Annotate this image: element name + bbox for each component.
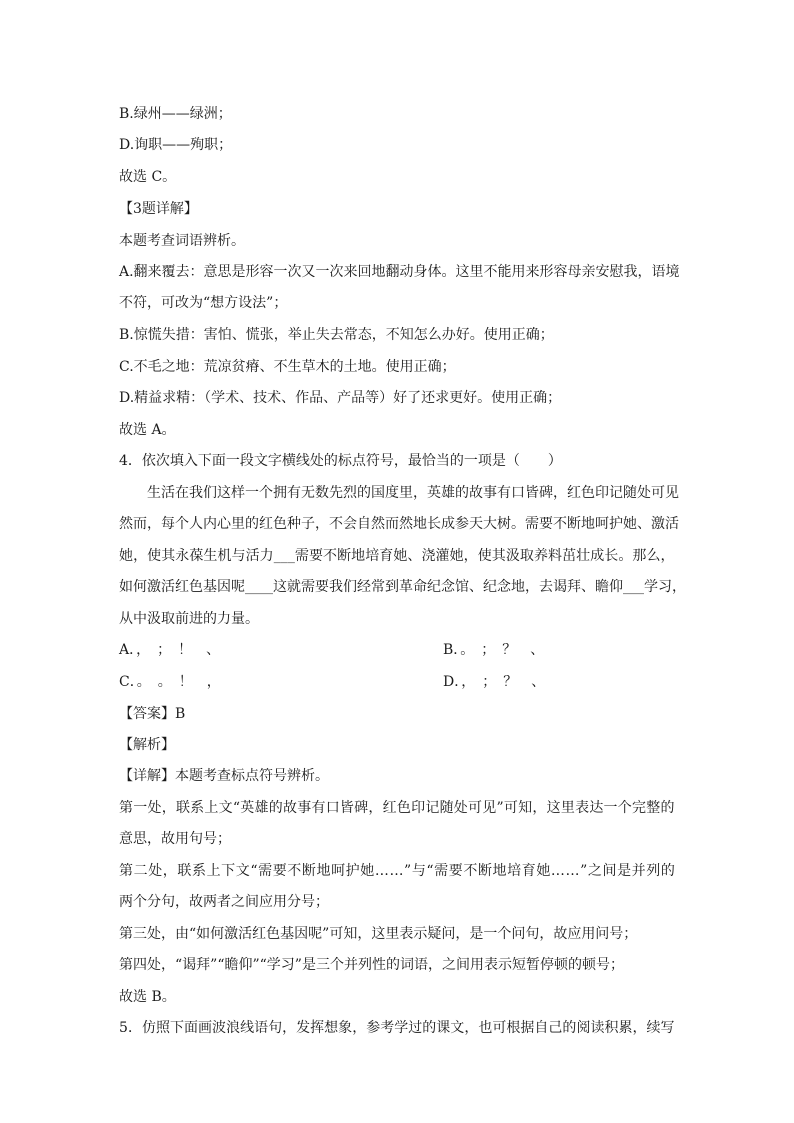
detail-first-line-2: 意思，故用句号；: [119, 831, 231, 847]
passage-line-4: 如 何 激 活 红 色 基 因 呢 _ _ _ _ 这 就 需 要 我 们 经 常 到 革 命 纪 念 馆 、 纪 念 地 ， 去 谒 拜 、 瞻 仰 _ _ _ 学 习 ，: [119, 579, 686, 595]
explain-c-line: C.不毛之地：荒凉贫瘠、不生草木的土地。使用正确；: [119, 359, 456, 375]
passage-line-2: 然 而 ， 每 个 人 内 心 里 的 红 色 种 子 ， 不 会 自 然 而 然 地 长 成 参 天 大 树 。 需 要 不 断 地 呵 护 她 、 激 活: [119, 516, 679, 532]
detail-heading: 【详解】本题考查标点符号辨析。: [119, 768, 329, 784]
answer-label: 【答案】B: [119, 706, 186, 722]
topic-line: 本题考查词语辨析。: [119, 233, 245, 249]
detail-first-line-1: 第 一 处 ， 联 系 上 文 “ 英 雄 的 故 事 有 口 皆 碑 ， 红 色 印 记 随 处 可 见 ” 可 知 ， 这 里 表 达 一 个 完 整 的: [119, 800, 675, 816]
answer-line-d: D.询职——殉职；: [119, 137, 233, 153]
explain-a-line-2: 不符，可改为“想方设法”；: [119, 295, 288, 311]
question-5-stem: 5 ． 仿 照 下 面 画 波 浪 线 语 句 ， 发 挥 想 象 ， 参 考 学 过 的 课 文 ， 也 可 根 据 自 己 的 阅 读 积 累 ， 续 写: [119, 1020, 675, 1036]
detail-third-line: 第三处，由“如何激活红色基因呢”可知，这里表示疑问，是一个问句，故应用问号；: [119, 926, 638, 942]
detail-fourth-line: 第四处，“谒拜”“瞻仰”“学习”是三个并列性的词语，之间用表示短暂停顿的顿号；: [119, 957, 624, 973]
explain-a-line-1: A.翻来覆去：意思是形容一次又一次来回地翻动身体。这里不能用来形容母亲安慰我，语境: [119, 264, 680, 280]
passage-line-1: 生 活 在 我 们 这 样 一 个 拥 有 无 数 先 烈 的 国 度 里 ， 英 雄 的 故 事 有 口 皆 碑 ， 红 色 印 记 随 处 可 见: [147, 485, 679, 501]
question-4-stem: 4．依次填入下面一段文字横线处的标点符号，最恰当的一项是（ ）: [119, 453, 562, 469]
option-c: C．。 。 ！ ，: [119, 674, 221, 690]
passage-line-5: 从中汲取前进的力量。: [119, 611, 259, 627]
analysis-heading: 【解析】: [119, 737, 175, 753]
detail-second-line-2: 两个分句，故两者之间应用分号；: [119, 894, 329, 910]
choose-b-line: 故选 B。: [119, 989, 176, 1005]
detail-second-line-1: 第 二 处 ， 联 系 上 下 文 “ 需 要 不 断 地 呵 护 她 … … ” 与 “ 需 要 不 断 地 培 育 她 … … ” 之 间 是 并 列 的: [119, 863, 675, 879]
option-d: D．， ； ？ 、: [443, 674, 546, 690]
section-heading-3: 【3题详解】: [119, 201, 198, 217]
choose-a-line: 故选 A。: [119, 422, 176, 438]
answer-line-b: B.绿州——绿洲；: [119, 106, 232, 122]
explain-b-line: B.惊慌失措：害怕、慌张，举止失去常态，不知怎么办好。使用正确；: [119, 327, 554, 343]
choose-c-line: 故选 C。: [119, 169, 177, 185]
option-a: A．， ； ！ 、: [119, 642, 221, 658]
explain-d-line: D.精益求精：（学术、技术、作品、产品等）好了还求更好。使用正确；: [119, 390, 562, 406]
passage-line-3: 她 ， 使 其 永 葆 生 机 与 活 力 _ _ _ 需 要 不 断 地 培 育 她 、 浇 灌 她 ， 使 其 汲 取 养 料 茁 壮 成 长 。 那 么 ，: [119, 548, 675, 564]
option-b: B．。 ； ？ 、: [443, 642, 545, 658]
